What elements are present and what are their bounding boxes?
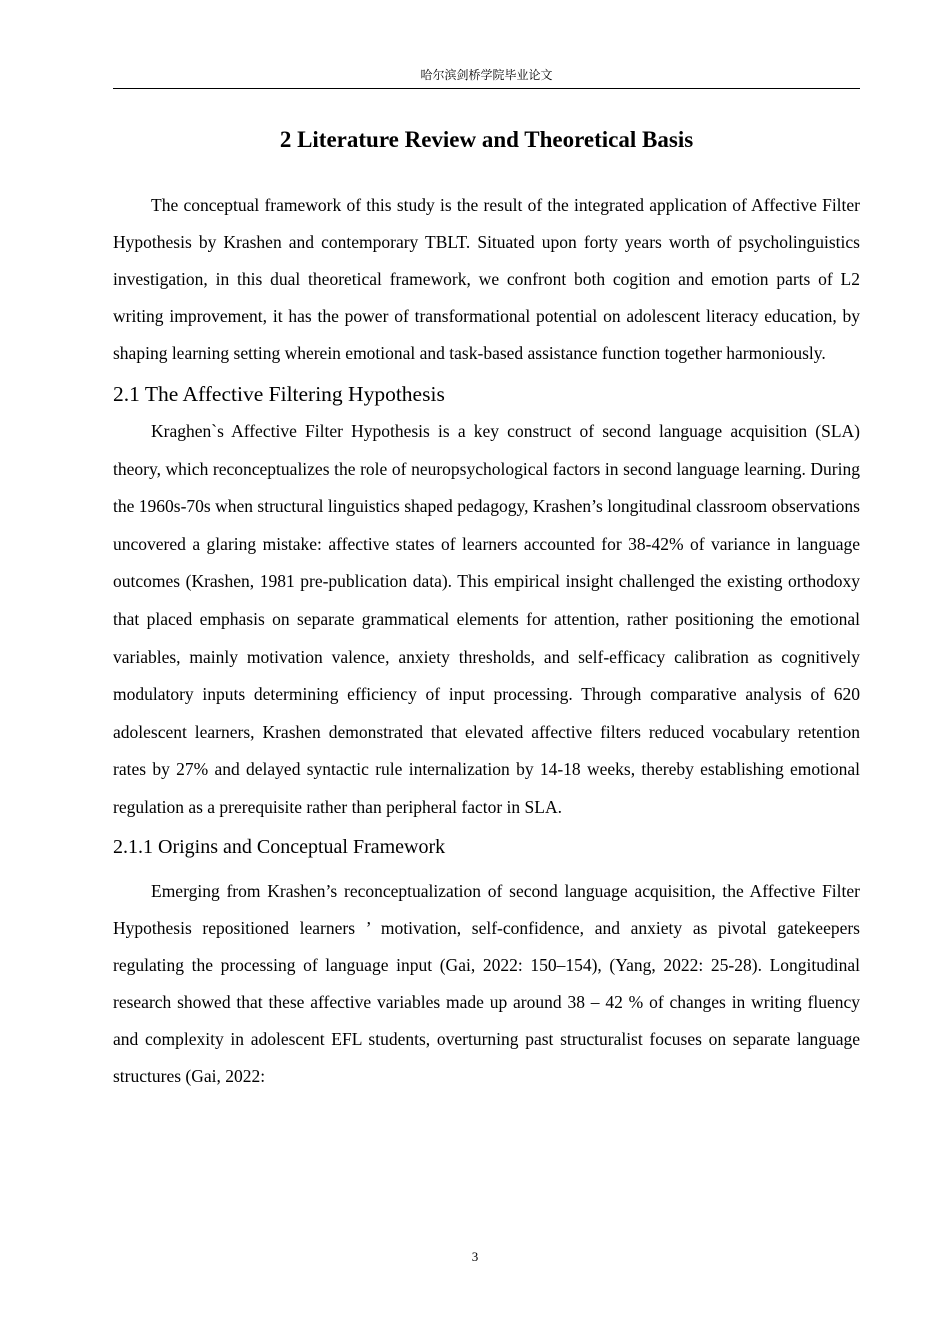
chapter-title: 2 Literature Review and Theoretical Basis [279, 127, 694, 152]
chapter-intro-paragraph: The conceptual framework of this study is the result of the integrated application of Affective Filter Hypothesis by Krashen and contemporary TBLT. Situated upon forty years worth of psycholinguistics investigation, in this dual theoretical framework, we confront both cogition and emotion parts of L2 writing improvement, it has the power of transformational potential on adolescent literacy education, by shaping learning setting wherein emotional and task-based assistance function together harmoniously. [113, 195, 860, 363]
subsection-heading-2-1-1: 2.1.1 Origins and Conceptual Framework [113, 835, 446, 858]
section-2-1-paragraph: Kraghen`s Affective Filter Hypothesis is a key construct of second language acquisition (SLA) theory, which reconceptualizes the role of neuropsychological factors in second language learning. During the 1960s-70s when structural linguistics shaped pedagogy, Krashen’s longitudinal classroom observations uncovered a glaring mistake: affective states of learners accounted for 38-42% of variance in language outcomes (Krashen, 1981 pre-publication data). This empirical insight challenged the existing orthodoxy that placed emphasis on separate grammatical elements for attention, rather positioning the emotional variables, mainly motivation valence, anxiety thresholds, and self-efficacy calibration as cognitively modulatory inputs determining efficiency of input processing. Through comparative analysis of 620 adolescent learners, Krashen demonstrated that elevated affective filters reduced vocabulary retention rates by 27% and delayed syntactic rule internalization by 14-18 weeks, thereby establishing emotional regulation as a prerequisite rather than peripheral factor in SLA. [113, 421, 860, 817]
running-header [113, 66, 860, 89]
section-heading-2-1: 2.1 The Affective Filtering Hypothesis [113, 382, 445, 406]
page-body [113, 122, 860, 1095]
page-number: 3 [471, 1249, 479, 1264]
running-header-title: 哈尔滨剑桥学院毕业论文 [420, 68, 553, 82]
subsection-2-1-1-paragraph: Emerging from Krashen’s reconceptualization of second language acquisition, the Affective Filter Hypothesis repositioned learners ’ motivation, self-confidence, and anxiety as pivotal gatekeepers regulating the processing of language input (Gai, 2022: 150–154), (Yang, 2022: 25-28). Longitudinal research showed that these affective variables made up around 38 – 42 % of changes in writing fluency and complexity in adolescent EFL students, overturning past structuralist focuses on separate language structures (Gai, 2022: [113, 880, 860, 1086]
